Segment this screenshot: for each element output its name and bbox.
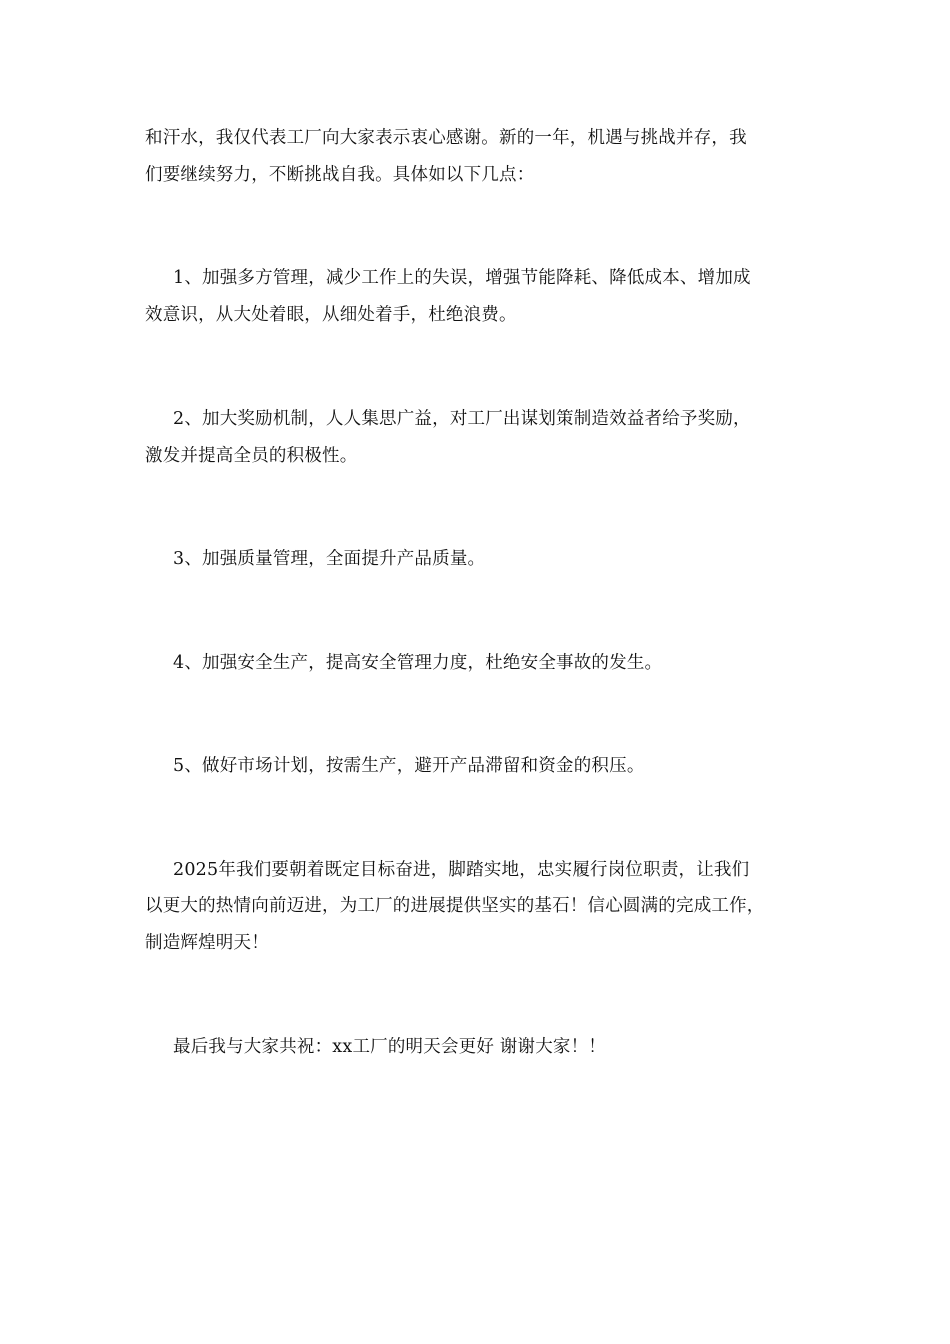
paragraph-2-line-2: 效意识，从大处着眼，从细处着手，杜绝浪费。 [145, 305, 517, 325]
paragraph-5-line-1: 4、加强安全生产，提高安全管理力度，杜绝安全事故的发生。 [173, 653, 663, 673]
paragraph-3-line-2: 激发并提高全员的积极性。 [145, 446, 358, 466]
paragraph-7-line-3: 制造辉煌明天！ [145, 933, 269, 953]
paragraph-8-line-1: 最后我与大家共祝：xx工厂的明天会更好 谢谢大家！！ [173, 1037, 606, 1057]
paragraph-4-line-1: 3、加强质量管理，全面提升产品质量。 [173, 549, 486, 569]
paragraph-3-line-1: 2、加大奖励机制，人人集思广益，对工厂出谋划策制造效益者给予奖励， [173, 409, 751, 429]
paragraph-7-line-2: 以更大的热情向前迈进，为工厂的进展提供坚实的基石！信心圆满的完成工作， [145, 896, 765, 916]
paragraph-2-line-1: 1、加强多方管理，减少工作上的失误，增强节能降耗、降低成本、增加成 [173, 268, 751, 288]
paragraph-1-line-1: 和汗水，我仅代表工厂向大家表示衷心感谢。新的一年，机遇与挑战并存，我 [145, 128, 747, 148]
paragraph-7-line-1: 2025年我们要朝着既定目标奋进，脚踏实地，忠实履行岗位职责，让我们 [173, 860, 750, 880]
paragraph-1-line-2: 们要继续努力，不断挑战自我。具体如以下几点： [145, 165, 535, 185]
paragraph-6-line-1: 5、做好市场计划，按需生产，避开产品滞留和资金的积压。 [173, 756, 645, 776]
